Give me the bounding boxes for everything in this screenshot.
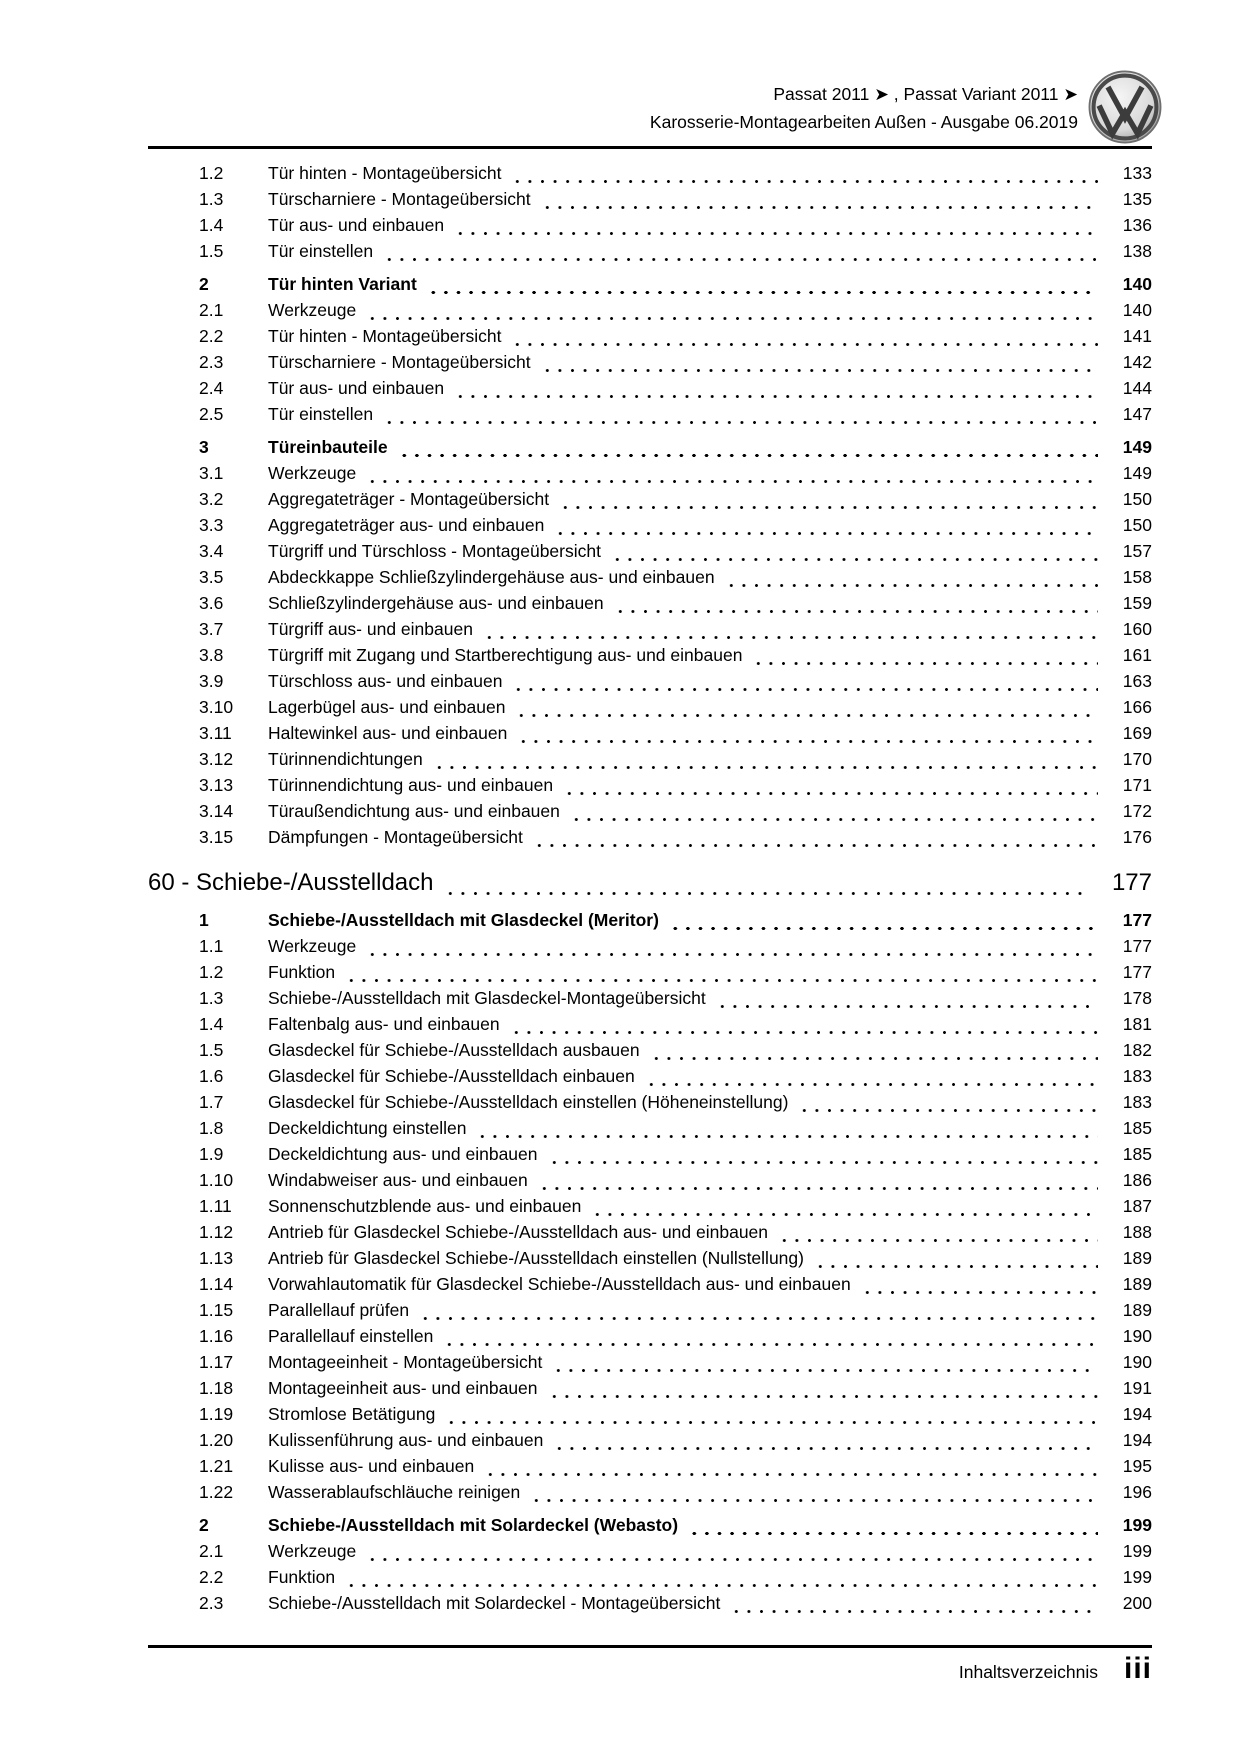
dot-leader bbox=[861, 1274, 1098, 1300]
toc-entry-page: 140 bbox=[1122, 274, 1152, 294]
dot-leader bbox=[814, 1248, 1098, 1274]
toc-entry bbox=[148, 1482, 1152, 1508]
toc-entry-page: 190 bbox=[1122, 1352, 1152, 1372]
toc-entry-number: 2.4 bbox=[199, 378, 224, 398]
toc-entry-title: Tür hinten - Montageübersicht bbox=[268, 326, 502, 346]
toc-entry-title: Deckeldichtung einstellen bbox=[268, 1118, 467, 1138]
toc-entry-title: 60 - Schiebe-/Ausstelldach bbox=[148, 869, 434, 896]
toc-entry-number: 3.5 bbox=[199, 567, 224, 587]
toc-entry bbox=[148, 1040, 1152, 1066]
toc-entry-page: 177 bbox=[1122, 962, 1152, 982]
toc-entry bbox=[148, 619, 1152, 645]
toc-entry-title: Sonnenschutzblende aus- und einbauen bbox=[268, 1196, 582, 1216]
dot-leader bbox=[533, 827, 1098, 853]
header-document-title: Karosserie-Montagearbeiten Außen - Ausgabe 06.2019 bbox=[649, 112, 1078, 132]
toc-entry bbox=[148, 437, 1152, 463]
toc-entry-page: 194 bbox=[1122, 1430, 1152, 1450]
toc-entry-page: 200 bbox=[1122, 1593, 1152, 1613]
toc-entry-page: 159 bbox=[1122, 593, 1152, 613]
dot-leader bbox=[730, 1593, 1098, 1619]
toc-entry bbox=[148, 326, 1152, 352]
toc-entry-title: Kulissenführung aus- und einbauen bbox=[268, 1430, 544, 1450]
dot-leader bbox=[511, 163, 1098, 189]
toc-entry-number: 1.15 bbox=[199, 1300, 234, 1320]
dot-leader bbox=[383, 241, 1098, 267]
dot-leader bbox=[454, 378, 1098, 404]
toc-entry-title: Türeinbauteile bbox=[268, 437, 388, 457]
toc-entry-page: 136 bbox=[1122, 215, 1152, 235]
toc-entry-title: Antrieb für Glasdeckel Schiebe-/Ausstelldach einstellen (Nullstellung) bbox=[268, 1248, 804, 1268]
toc-entry-number: 1.17 bbox=[199, 1352, 234, 1372]
dot-leader bbox=[645, 1066, 1098, 1092]
toc-entry bbox=[148, 515, 1152, 541]
dot-leader bbox=[483, 619, 1098, 645]
toc-entry-page: 166 bbox=[1122, 697, 1152, 717]
toc-entry-title: Funktion bbox=[268, 1567, 336, 1587]
toc-entry-page: 178 bbox=[1122, 988, 1152, 1008]
toc-entry-page: 199 bbox=[1122, 1541, 1152, 1561]
dot-leader bbox=[366, 936, 1098, 962]
toc-entry-page: 141 bbox=[1122, 326, 1152, 346]
toc-entry-title: Vorwahlautomatik für Glasdeckel Schiebe-/Ausstelldach aus- und einbauen bbox=[268, 1274, 851, 1294]
toc-entry bbox=[148, 463, 1152, 489]
toc-entry-number: 1.11 bbox=[199, 1196, 232, 1216]
toc-entry bbox=[148, 962, 1152, 988]
toc-entry bbox=[148, 1274, 1152, 1300]
dot-leader bbox=[611, 541, 1098, 567]
toc-entry-title: Montageeinheit - Montageübersicht bbox=[268, 1352, 543, 1372]
toc-entry-number: 1.3 bbox=[199, 189, 224, 209]
toc-entry-title: Werkzeuge bbox=[268, 463, 357, 483]
toc-entry-title: Werkzeuge bbox=[268, 936, 357, 956]
toc-entry-number: 1.5 bbox=[199, 1040, 224, 1060]
toc-entry bbox=[148, 1352, 1152, 1378]
toc-entry-title: Türgriff und Türschloss - Montageübersicht bbox=[268, 541, 601, 561]
header-model-line: Passat 2011 ➤ , Passat Variant 2011 ➤ bbox=[773, 84, 1078, 104]
dot-leader bbox=[541, 189, 1098, 215]
toc-entry-number: 3 bbox=[199, 437, 209, 457]
dot-leader bbox=[366, 1541, 1098, 1567]
toc-entry-page: 171 bbox=[1122, 775, 1152, 795]
toc-entry bbox=[148, 1196, 1152, 1222]
toc-entry-title: Tür hinten - Montageübersicht bbox=[268, 163, 502, 183]
toc-entry-number: 1.8 bbox=[199, 1118, 224, 1138]
toc-entry-number: 1.9 bbox=[199, 1144, 224, 1164]
dot-leader bbox=[517, 723, 1098, 749]
toc-entry bbox=[148, 1014, 1152, 1040]
toc-entry-number: 2.2 bbox=[199, 1567, 224, 1587]
toc-entry-page: 189 bbox=[1122, 1248, 1152, 1268]
dot-leader bbox=[650, 1040, 1098, 1066]
toc-entry-number: 3.11 bbox=[199, 723, 232, 743]
dot-leader bbox=[398, 437, 1098, 463]
toc-entry-number: 1.4 bbox=[199, 215, 224, 235]
toc-entry-page: 177 bbox=[1122, 936, 1152, 956]
toc-entry-title: Faltenbalg aus- und einbauen bbox=[268, 1014, 500, 1034]
toc-entry-number: 1.5 bbox=[199, 241, 224, 261]
dot-leader bbox=[444, 869, 1089, 903]
toc-entry-page: 195 bbox=[1122, 1456, 1152, 1476]
toc-entry-page: 190 bbox=[1122, 1326, 1152, 1346]
toc-entry-page: 183 bbox=[1122, 1066, 1152, 1086]
toc-entry-title: Schiebe-/Ausstelldach mit Glasdeckel-Montageübersicht bbox=[268, 988, 706, 1008]
toc-entry-page: 186 bbox=[1122, 1170, 1152, 1190]
toc-entry-title: Abdeckkappe Schließzylindergehäuse aus- und einbauen bbox=[268, 567, 715, 587]
dot-leader bbox=[427, 274, 1098, 300]
dot-leader bbox=[515, 697, 1098, 723]
dot-leader bbox=[548, 1378, 1098, 1404]
toc-entry-page: 177 bbox=[1111, 869, 1152, 896]
toc-entry bbox=[148, 1456, 1152, 1482]
toc-entry-number: 1.1 bbox=[199, 936, 224, 956]
toc-entry-title: Türgriff aus- und einbauen bbox=[268, 619, 473, 639]
toc-entry bbox=[148, 1430, 1152, 1456]
toc-entry-number: 1.3 bbox=[199, 988, 224, 1008]
page-footer bbox=[148, 1652, 1152, 1686]
dot-leader bbox=[366, 463, 1098, 489]
toc-entry-page: 133 bbox=[1122, 163, 1152, 183]
dot-leader bbox=[552, 1352, 1098, 1378]
toc-entry-title: Montageeinheit aus- und einbauen bbox=[268, 1378, 538, 1398]
toc-entry-number: 1.13 bbox=[199, 1248, 234, 1268]
toc-entry bbox=[148, 671, 1152, 697]
toc-entry-number: 3.12 bbox=[199, 749, 234, 769]
dot-leader bbox=[669, 910, 1098, 936]
dot-leader bbox=[445, 1404, 1098, 1430]
toc-entry-page: 183 bbox=[1122, 1092, 1152, 1112]
toc-entry bbox=[148, 1222, 1152, 1248]
toc-entry bbox=[148, 541, 1152, 567]
toc-entry-number: 1.2 bbox=[199, 962, 224, 982]
toc-entry-title: Türscharniere - Montageübersicht bbox=[268, 352, 531, 372]
toc-entry-number: 1.4 bbox=[199, 1014, 224, 1034]
dot-leader bbox=[688, 1515, 1098, 1541]
toc-entry bbox=[148, 910, 1152, 936]
dot-leader bbox=[798, 1092, 1098, 1118]
toc-entry-page: 149 bbox=[1122, 437, 1152, 457]
toc-entry-title: Tür einstellen bbox=[268, 404, 374, 424]
toc-entry-page: 185 bbox=[1122, 1118, 1152, 1138]
toc-entry-number: 2.1 bbox=[199, 300, 224, 320]
toc-entry-title: Türschloss aus- und einbauen bbox=[268, 671, 503, 691]
footer-rule bbox=[148, 1645, 1152, 1648]
toc-entry-title: Türgriff mit Zugang und Startberechtigung aus- und einbauen bbox=[268, 645, 743, 665]
toc-entry-number: 1.19 bbox=[199, 1404, 234, 1424]
toc-entry-title: Glasdeckel für Schiebe-/Ausstelldach ausbauen bbox=[268, 1040, 640, 1060]
toc-entry bbox=[148, 1092, 1152, 1118]
dot-leader bbox=[614, 593, 1098, 619]
toc-entry-number: 3.7 bbox=[199, 619, 224, 639]
toc-entry-title: Tür aus- und einbauen bbox=[268, 215, 445, 235]
vw-logo-icon bbox=[1088, 70, 1162, 144]
toc-entry bbox=[148, 827, 1152, 853]
toc-entry-number: 2.3 bbox=[199, 1593, 224, 1613]
toc-entry-number: 1.12 bbox=[199, 1222, 234, 1242]
toc-entry bbox=[148, 1404, 1152, 1430]
dot-leader bbox=[725, 567, 1098, 593]
dot-leader bbox=[752, 645, 1098, 671]
dot-leader bbox=[345, 962, 1098, 988]
toc-entry-title: Werkzeuge bbox=[268, 1541, 357, 1561]
toc-entry-page: 150 bbox=[1122, 489, 1152, 509]
toc-entry-title: Tür aus- und einbauen bbox=[268, 378, 445, 398]
toc-entry-page: 140 bbox=[1122, 300, 1152, 320]
toc-entry-title: Schiebe-/Ausstelldach mit Solardeckel - Montageübersicht bbox=[268, 1593, 721, 1613]
dot-leader bbox=[570, 801, 1098, 827]
toc-entry-number: 3.2 bbox=[199, 489, 224, 509]
toc-entry-title: Schiebe-/Ausstelldach mit Solardeckel (Webasto) bbox=[268, 1515, 679, 1535]
dot-leader bbox=[433, 749, 1098, 775]
toc-entry-title: Deckeldichtung aus- und einbauen bbox=[268, 1144, 538, 1164]
toc-entry-title: Aggregateträger aus- und einbauen bbox=[268, 515, 545, 535]
toc-entry-page: 196 bbox=[1122, 1482, 1152, 1502]
dot-leader bbox=[559, 489, 1098, 515]
toc-entry-number: 1.14 bbox=[199, 1274, 234, 1294]
toc-entry-number: 3.4 bbox=[199, 541, 224, 561]
toc-entry-number: 3.8 bbox=[199, 645, 224, 665]
dot-leader bbox=[538, 1170, 1098, 1196]
toc-entry-title: Antrieb für Glasdeckel Schiebe-/Ausstelldach aus- und einbauen bbox=[268, 1222, 769, 1242]
toc-entry-title: Stromlose Betätigung bbox=[268, 1404, 436, 1424]
toc-entry-title: Funktion bbox=[268, 962, 336, 982]
toc-entry-number: 1.22 bbox=[199, 1482, 234, 1502]
toc-entry-number: 1.20 bbox=[199, 1430, 234, 1450]
toc-entry-page: 181 bbox=[1122, 1014, 1152, 1034]
toc-entry-number: 3.6 bbox=[199, 593, 224, 613]
toc-entry bbox=[148, 593, 1152, 619]
toc-entry-page: 185 bbox=[1122, 1144, 1152, 1164]
dot-leader bbox=[419, 1300, 1098, 1326]
toc-entry-number: 1.21 bbox=[199, 1456, 234, 1476]
toc-entry-page: 144 bbox=[1122, 378, 1152, 398]
toc-entry-number: 2.1 bbox=[199, 1541, 224, 1561]
toc-entry bbox=[148, 936, 1152, 962]
toc-entry bbox=[148, 1541, 1152, 1567]
toc-entry-number: 1.10 bbox=[199, 1170, 234, 1190]
toc-entry-page: 157 bbox=[1122, 541, 1152, 561]
toc-entry bbox=[148, 1118, 1152, 1144]
toc-entry bbox=[148, 645, 1152, 671]
toc-entry bbox=[148, 215, 1152, 241]
toc-entry bbox=[148, 1248, 1152, 1274]
dot-leader bbox=[554, 515, 1098, 541]
toc-entry-page: 147 bbox=[1122, 404, 1152, 424]
toc-entry bbox=[148, 352, 1152, 378]
toc-entry bbox=[148, 801, 1152, 827]
toc-entry bbox=[148, 1300, 1152, 1326]
dot-leader bbox=[591, 1196, 1098, 1222]
toc-entry-title: Türinnendichtung aus- und einbauen bbox=[268, 775, 554, 795]
toc-entry-title: Tür einstellen bbox=[268, 241, 374, 261]
toc-entry bbox=[148, 378, 1152, 404]
dot-leader bbox=[548, 1144, 1099, 1170]
toc-entry-page: 163 bbox=[1122, 671, 1152, 691]
toc-entry-number: 1.2 bbox=[199, 163, 224, 183]
toc-entry bbox=[148, 404, 1152, 430]
toc-entry bbox=[148, 1515, 1152, 1541]
toc-entry-title: Glasdeckel für Schiebe-/Ausstelldach einstellen (Höheneinstellung) bbox=[268, 1092, 789, 1112]
toc-entry bbox=[148, 775, 1152, 801]
toc-entry bbox=[148, 1567, 1152, 1593]
toc-entry-page: 170 bbox=[1122, 749, 1152, 769]
toc-entry-title: Türinnendichtungen bbox=[268, 749, 423, 769]
toc-entry-number: 3.14 bbox=[199, 801, 234, 821]
toc-entry-number: 3.9 bbox=[199, 671, 224, 691]
dot-leader bbox=[454, 215, 1098, 241]
toc-entry bbox=[148, 749, 1152, 775]
toc-entry bbox=[148, 274, 1152, 300]
toc-entry-page: 194 bbox=[1122, 1404, 1152, 1424]
dot-leader bbox=[476, 1118, 1098, 1144]
toc-entry bbox=[148, 567, 1152, 593]
toc-entry-title: Dämpfungen - Montageübersicht bbox=[268, 827, 523, 847]
toc-entry-page: 189 bbox=[1122, 1274, 1152, 1294]
toc-entry-number: 3.3 bbox=[199, 515, 224, 535]
toc-entry-page: 187 bbox=[1122, 1196, 1152, 1216]
dot-leader bbox=[716, 988, 1098, 1014]
toc-entry-page: 176 bbox=[1122, 827, 1152, 847]
toc-entry-page: 158 bbox=[1122, 567, 1152, 587]
toc-entry-number: 3.1 bbox=[199, 463, 224, 483]
toc-entry-title: Kulisse aus- und einbauen bbox=[268, 1456, 475, 1476]
dot-leader bbox=[541, 352, 1098, 378]
toc-entry-page: 189 bbox=[1122, 1300, 1152, 1320]
toc-entry-number: 2.3 bbox=[199, 352, 224, 372]
toc-entry-title: Werkzeuge bbox=[268, 300, 357, 320]
toc-entry-number: 1 bbox=[199, 910, 209, 930]
toc-entry-number: 3.10 bbox=[199, 697, 234, 717]
toc-entry bbox=[148, 300, 1152, 326]
toc-entry-number: 1.18 bbox=[199, 1378, 234, 1398]
dot-leader bbox=[510, 1014, 1098, 1040]
toc-entry-number: 2 bbox=[199, 1515, 209, 1535]
toc-entry-title: Tür hinten Variant bbox=[268, 274, 417, 294]
toc-entry bbox=[148, 1144, 1152, 1170]
dot-leader bbox=[553, 1430, 1098, 1456]
toc-entry-page: 169 bbox=[1122, 723, 1152, 743]
dot-leader bbox=[512, 671, 1098, 697]
toc-entry bbox=[148, 163, 1152, 189]
toc-entry-title: Wasserablaufschläuche reinigen bbox=[268, 1482, 521, 1502]
footer-section-label: Inhaltsverzeichnis bbox=[958, 1662, 1098, 1682]
dot-leader bbox=[345, 1567, 1098, 1593]
dot-leader bbox=[366, 300, 1098, 326]
toc-entry-number: 3.13 bbox=[199, 775, 234, 795]
toc-entry-title: Schiebe-/Ausstelldach mit Glasdeckel (Meritor) bbox=[268, 910, 659, 930]
toc-entry bbox=[148, 1378, 1152, 1404]
toc bbox=[148, 163, 1152, 1619]
toc-entry-title: Glasdeckel für Schiebe-/Ausstelldach einbauen bbox=[268, 1066, 635, 1086]
toc-entry-page: 191 bbox=[1122, 1378, 1152, 1398]
toc-entry-title: Schließzylindergehäuse aus- und einbauen bbox=[268, 593, 604, 613]
toc-entry-number: 2.2 bbox=[199, 326, 224, 346]
dot-leader bbox=[778, 1222, 1098, 1248]
toc-entry-page: 161 bbox=[1122, 645, 1152, 665]
dot-leader bbox=[563, 775, 1098, 801]
footer-page-number: iii bbox=[1123, 1652, 1152, 1685]
toc-entry-title: Türaußendichtung aus- und einbauen bbox=[268, 801, 560, 821]
toc-entry-page: 149 bbox=[1122, 463, 1152, 483]
toc-entry bbox=[148, 869, 1152, 903]
toc-entry-title: Windabweiser aus- und einbauen bbox=[268, 1170, 528, 1190]
toc-entry-page: 142 bbox=[1122, 352, 1152, 372]
toc-entry-number: 3.15 bbox=[199, 827, 234, 847]
dot-leader bbox=[484, 1456, 1098, 1482]
toc-entry bbox=[148, 723, 1152, 749]
toc-entry-page: 177 bbox=[1122, 910, 1152, 930]
toc-entry-page: 160 bbox=[1122, 619, 1152, 639]
toc-entry bbox=[148, 1326, 1152, 1352]
toc-entry bbox=[148, 1170, 1152, 1196]
toc-entry bbox=[148, 697, 1152, 723]
toc-entry-number: 2.5 bbox=[199, 404, 224, 424]
toc-entry-number: 2 bbox=[199, 274, 209, 294]
toc-entry bbox=[148, 1066, 1152, 1092]
toc-entry-page: 182 bbox=[1122, 1040, 1152, 1060]
toc-entry-page: 150 bbox=[1122, 515, 1152, 535]
toc-entry-page: 138 bbox=[1122, 241, 1152, 261]
toc-entry bbox=[148, 988, 1152, 1014]
dot-leader bbox=[511, 326, 1098, 352]
page-header bbox=[148, 80, 1078, 136]
toc-entry-title: Lagerbügel aus- und einbauen bbox=[268, 697, 506, 717]
dot-leader bbox=[383, 404, 1098, 430]
toc-entry bbox=[148, 489, 1152, 515]
toc-entry-title: Türscharniere - Montageübersicht bbox=[268, 189, 531, 209]
toc-entry-title: Aggregateträger - Montageübersicht bbox=[268, 489, 550, 509]
toc-entry-page: 199 bbox=[1122, 1515, 1152, 1535]
toc-entry-title: Parallellauf prüfen bbox=[268, 1300, 410, 1320]
toc-entry bbox=[148, 241, 1152, 267]
toc-entry-page: 135 bbox=[1122, 189, 1152, 209]
toc-entry-title: Parallellauf einstellen bbox=[268, 1326, 434, 1346]
dot-leader bbox=[443, 1326, 1098, 1352]
toc-entry-page: 172 bbox=[1122, 801, 1152, 821]
toc-entry bbox=[148, 189, 1152, 215]
toc-entry-number: 1.7 bbox=[199, 1092, 224, 1112]
toc-entry-page: 199 bbox=[1122, 1567, 1152, 1587]
toc-entry-title: Haltewinkel aus- und einbauen bbox=[268, 723, 508, 743]
toc-entry-number: 1.16 bbox=[199, 1326, 234, 1346]
dot-leader bbox=[530, 1482, 1098, 1508]
header-rule bbox=[148, 146, 1152, 149]
toc-entry bbox=[148, 1593, 1152, 1619]
toc-entry-page: 188 bbox=[1122, 1222, 1152, 1242]
toc-entry-number: 1.6 bbox=[199, 1066, 224, 1086]
